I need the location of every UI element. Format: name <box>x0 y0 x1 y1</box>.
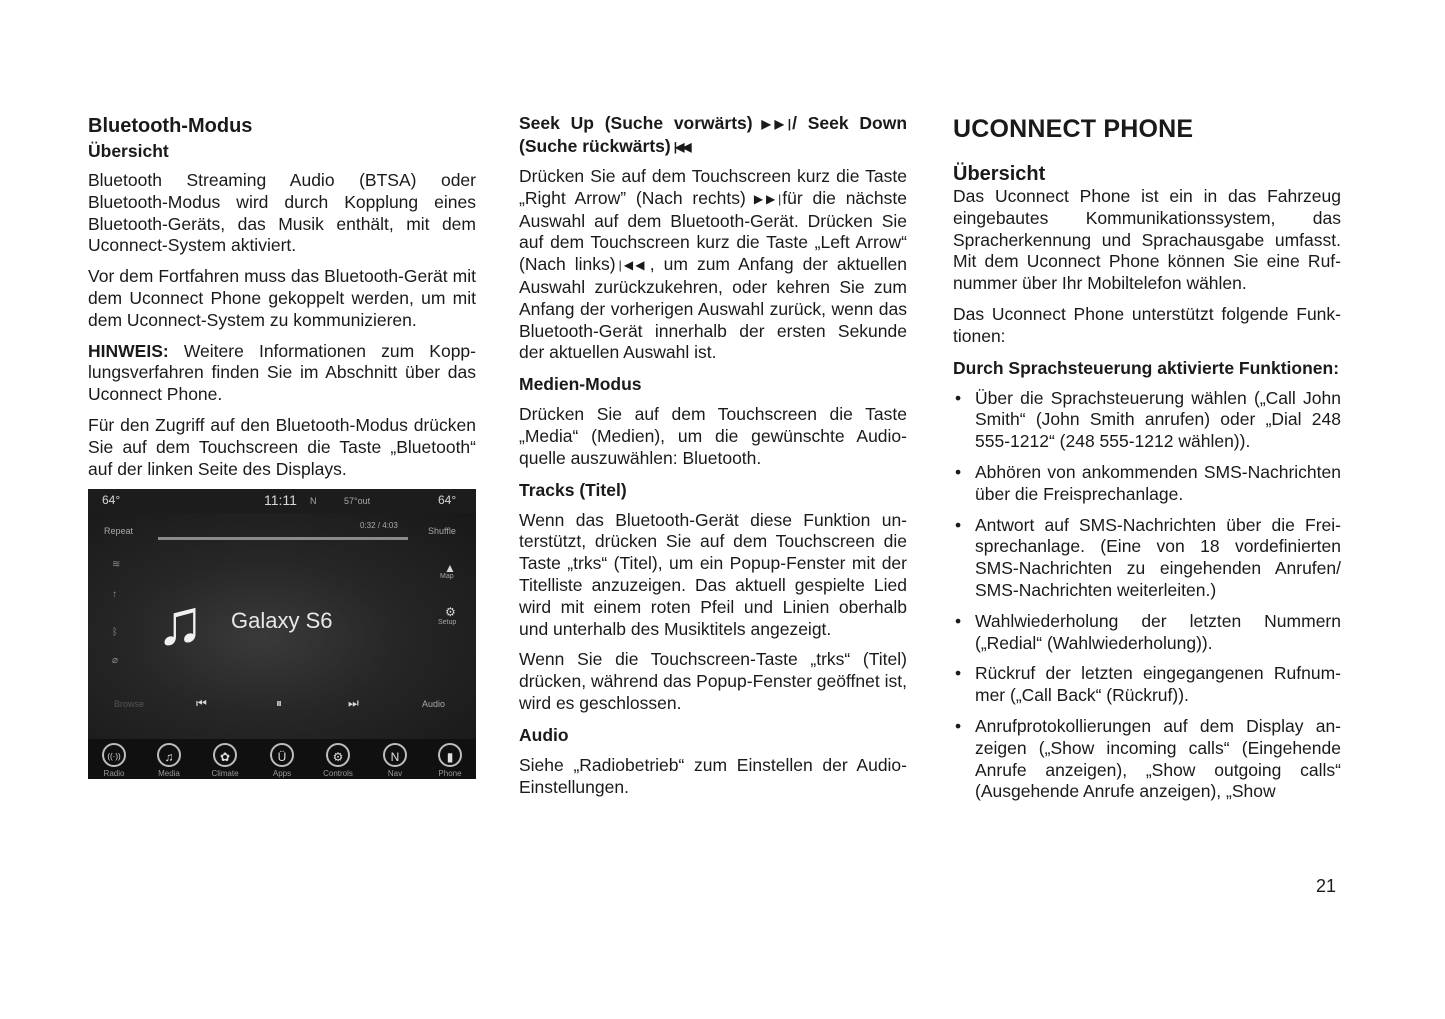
nav-radio: ((·)) Radio <box>90 743 138 778</box>
climate-icon: ✿ <box>213 743 237 767</box>
note-paragraph <box>88 341 476 406</box>
paragraph: Drücken Sie auf dem Touchscreen die Taste „Media“ (Medien), um die gewünschte Audioquelle auszuwählen: Bluetooth. <box>519 404 907 468</box>
antenna-icon: ↑ <box>112 589 117 601</box>
list-item: • Anrufprotokollierungen auf dem Display anzeigen („Show incoming calls“ (Eingehende Anrufe anzeigen), „Show outgoing calls“ (Ausgehende Anrufe anzeigen), „Show <box>953 716 1341 803</box>
list-item: • Rückruf der letzten eingegangenen Rufnummer („Call Back“ (Rückruf)). <box>953 663 1341 707</box>
paragraph-seek: Drücken Sie auf dem Touchscreen kurz die Taste „Right Arrow” (Nach rechts) ▶▶| für die nächste Auswahl auf dem Bluetooth-Gerät. Drücken Sie auf dem Touchscreen kurz die Taste „Left Arrow“ (Nach links) |◀◀ , um zum Anfang der aktuellen Auswahl zurückzukehren, oder kehren Sie zum Anfang der vorherigen Auswahl zurück, wenn das Bluetooth-Gerät innerhalb der ersten Sekunde der aktuellen Auswahl ist. <box>519 166 907 363</box>
navigation-icon: N <box>383 743 407 767</box>
screen-progress-time: 0:32 / 4:03 <box>360 521 398 531</box>
heading-tracks: Tracks (Titel) <box>519 479 627 500</box>
list-item: • Antwort auf SMS-Nachrichten über die Freisprechanlage. (Eine von 18 vordefinierten SMS-Nachrichten zu eingehenden Anrufen/ SMS-Nachrichten weiterleiten.) <box>953 515 1341 602</box>
note-text: Weitere Informationen zum Kopplungsverfahren finden Sie im Abschnitt über das Uconnect Phone. <box>88 340 476 405</box>
screen-shuffle: Shuffle <box>428 526 456 537</box>
screen-map-label: Map <box>440 573 454 581</box>
page-number: 21 <box>1316 876 1337 896</box>
section-title-uconnect-phone: UCONNECT PHONE <box>953 115 1194 143</box>
subheading-uebersicht: Übersicht <box>88 141 169 161</box>
paragraph: Wenn das Bluetooth-Gerät diese Funktion unterstützt, drücken Sie auf dem Touchscreen die Taste „trks“ (Titel), um ein Popup-Fenster mit der Titelliste anzuzeigen. Das aktuell gespielte Lied wird mit einem roten Pfeil und Linien oberhalb und unterhalb des Musiktitels angezeigt. <box>519 509 907 639</box>
paragraph: Das Uconnect Phone unterstützt folgende Funktionen: <box>953 303 1341 346</box>
nav-media: ♫ Media <box>145 743 193 778</box>
controls-icon: ⚙ <box>326 743 350 767</box>
screen-audio: Audio <box>422 699 446 710</box>
wifi-icon: ≋ <box>112 559 121 571</box>
nav-nav: N Nav <box>371 743 419 778</box>
screen-time: 11:11 <box>264 492 297 509</box>
seek-back-icon: |◀◀ <box>673 140 690 154</box>
nav-climate: ✿ Climate <box>201 743 249 778</box>
screen-bottom-nav <box>88 739 476 779</box>
note-label: HINWEIS: <box>88 340 169 361</box>
right-arrow-icon: ▶▶| <box>748 191 780 206</box>
phone-icon: ▮ <box>438 743 462 767</box>
paragraph: Wenn Sie die Touchscreen-Taste „trks“ (Titel) drücken, während das Popup-Fenster geöffnet ist, wird es geschlossen. <box>519 649 907 713</box>
screen-temp-left: 64° <box>102 493 121 508</box>
previous-track-icon: ⏮ <box>196 696 207 711</box>
nav-apps: Ü Apps <box>258 743 306 778</box>
list-item: • Abhören von ankommenden SMS-Nachrichten über die Freisprechanlage. <box>953 462 1341 506</box>
heading-seek: Seek Up (Suche vorwärts) ▶▶| / Seek Down (Suche rückwärts) |◀◀ <box>519 113 908 156</box>
screen-temp-right: 64° <box>438 493 457 508</box>
screen-progress-bar <box>158 537 408 540</box>
column-media-controls <box>519 112 907 807</box>
screen-repeat: Repeat <box>104 526 134 537</box>
media-icon: ♫ <box>157 743 181 767</box>
paragraph: Das Uconnect Phone ist ein in das Fahrzeug eingebautes Kommunikationssystem, das Spracherkennung und Sprachausgabe umfasst. Mit dem Uconnect Phone können Sie eine Rufnummer über Ihr Mobiltelefon wählen. <box>953 186 1341 294</box>
setup-icon: ⚙ <box>445 605 456 620</box>
paragraph: Für den Zugriff auf den Bluetooth-Modus drücken Sie auf dem Touchscreen die Taste „Bluetooth“ auf der linken Seite des Displays. <box>88 414 476 479</box>
heading-sprachsteuerung: Durch Sprachsteuerung aktivierte Funktionen: <box>953 357 1340 378</box>
column-uconnect-phone <box>953 112 1341 812</box>
music-note-icon: ♫ <box>156 586 204 659</box>
screen-track-title: Galaxy S6 <box>231 608 333 634</box>
bluetooth-icon: ᛒ <box>112 627 118 639</box>
screen-time-suffix: N <box>310 496 317 507</box>
apps-icon: Ü <box>270 743 294 767</box>
subheading-uebersicht: Übersicht <box>953 163 1046 185</box>
section-title-bluetooth-modus: Bluetooth-Modus <box>88 115 253 137</box>
uconnect-screen-photo <box>88 489 476 779</box>
paragraph: Bluetooth Streaming Audio (BTSA) oder Bluetooth-Modus wird durch Kopplung eines Bluetooth-Geräts, das Musik enthält, mit dem Uconnect-System aktiviert. <box>88 170 476 256</box>
column-bluetooth-mode <box>88 112 476 779</box>
feature-list <box>953 388 1341 804</box>
left-arrow-icon: |◀◀ <box>618 258 647 273</box>
heading-audio: Audio <box>519 724 569 745</box>
seek-forward-icon: ▶▶| <box>755 117 790 131</box>
next-track-icon: ⏭ <box>348 696 359 711</box>
screen-setup-label: Setup <box>438 619 457 627</box>
list-item: • Wahlwiederholung der letzten Nummern („Redial“ (Wahlwiederholung)). <box>953 611 1341 655</box>
pause-icon: ⏸ <box>276 696 283 711</box>
heading-medien-modus: Medien-Modus <box>519 374 642 395</box>
screen-outside-temp: 57°out <box>344 496 371 507</box>
list-item: • Über die Sprachsteuerung wählen („Call John Smith“ (John Smith anrufen) oder „Dial 248 555-1212“ (248 555-1212 wählen)). <box>953 388 1341 453</box>
nav-controls: ⚙ Controls <box>314 743 362 778</box>
usb-icon: ⌀ <box>112 655 119 667</box>
screen-browse: Browse <box>114 699 145 710</box>
nav-phone: ▮ Phone <box>426 743 474 778</box>
paragraph: Siehe „Radiobetrieb“ zum Einstellen der Audio-Einstellungen. <box>519 754 907 797</box>
radio-icon: ((·)) <box>102 743 126 767</box>
map-icon: ▲ <box>444 561 456 576</box>
paragraph: Vor dem Fortfahren muss das Bluetooth-Gerät mit dem Uconnect Phone gekoppelt werden, um mit dem Uconnect-System zu kommunizieren. <box>88 266 476 330</box>
